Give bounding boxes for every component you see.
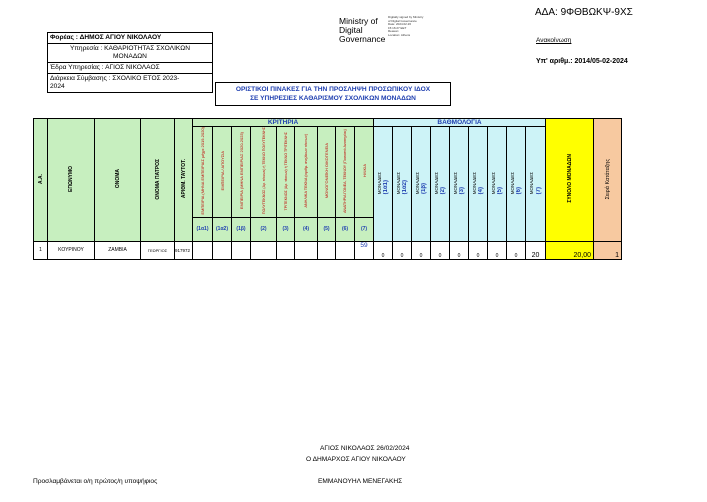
row-rank: 1 (594, 241, 622, 259)
announcement-label: Ανακοίνωση (536, 37, 572, 44)
group-kritiria: ΚΡΙΤΗΡΙΑ (193, 119, 374, 127)
document-title: ΟΡΙΣΤΙΚΟΙ ΠΙΝΑΚΕΣ ΓΙΑ ΤΗΝ ΠΡΟΣΛΗΨΗ ΠΡΟΣΩΠΙΚΟΥ ΙΔΟΧ ΣΕ ΥΠΗΡΕΣΙΕΣ ΚΑΘΑΡΙΣΜΟΥ ΣΧΟΛΙΚΩΝ ΜΟΝΑΔΩΝ (215, 82, 451, 106)
row-patros: ΓΕΩΡΓΙΟΣ (141, 241, 175, 259)
row-score: 0 (431, 241, 450, 259)
criterion-code-1a2: (1α2) (213, 217, 232, 241)
row-total: 20,00 (546, 241, 594, 259)
score-1a2: ΜΟΝΑΔΕΣ (1α2) (393, 127, 412, 242)
header-onoma: ΟΝΟΜΑ (95, 119, 141, 242)
row-aa: 1 (34, 241, 48, 259)
score-7: ΜΟΝΑΔΕΣ (7) (526, 127, 546, 242)
header-aa: Α.Α. (34, 119, 48, 242)
row-criterion (277, 241, 295, 259)
header-adt: ΑΡΙΘΜ. ΤΑΥΤΟΤ. (175, 119, 193, 242)
place-date: ΑΓΙΟΣ ΝΙΚΟΛΑΟΣ 26/02/2024 (320, 445, 410, 452)
row-criterion (193, 241, 213, 259)
criterion-4: ΑΝΗΛΙΚΑ ΤΕΚΝΑ (αριθμ. ανηλίκων τέκνων) (295, 127, 318, 218)
criterion-code-2: (2) (251, 217, 277, 241)
row-criterion (295, 241, 318, 259)
row-score-age: 20 (526, 241, 546, 259)
score-4: ΜΟΝΑΔΕΣ (4) (469, 127, 488, 242)
protocol-number: Υπ' αριθμ.: 2014/05-02-2024 (536, 58, 628, 65)
criterion-code-6: (6) (336, 217, 355, 241)
row-criterion (213, 241, 232, 259)
ministry-logo-text: Ministry of Digital Governance (339, 16, 386, 44)
score-3: ΜΟΝΑΔΕΣ (3) (450, 127, 469, 242)
criterion-3: ΤΡΙΤΕΚΝΟΣ (Αρ. τέκνων) ή ΤΕΚΝΟ ΤΡΙΤΕΚΝΗΣ (277, 127, 295, 218)
criterion-1a2: ΕΜΠΕΙΡΙΑ / ΑΠΟΥΣΙΑ (213, 127, 232, 218)
criterion-code-3: (3) (277, 217, 295, 241)
row-score: 0 (469, 241, 488, 259)
row-eponymo: ΚΟΥΡΙΝΟΥ (48, 241, 95, 259)
info-box (47, 32, 213, 93)
edra: Έδρα Υπηρεσίας : ΑΓΙΟΣ ΝΙΚΟΛΑΟΣ (48, 63, 212, 74)
ada-code: ΑΔΑ: 9ΦΘΒΩΚΨ-9ΧΣ (535, 7, 633, 18)
criterion-code-5: (5) (318, 217, 336, 241)
row-criterion (232, 241, 251, 259)
diarkeia: Διάρκεια Σύμβασης : ΣΧΟΛΙΚΟ ΕΤΟΣ 2023- 2024 (50, 75, 180, 90)
row-adt: 917972 (175, 241, 193, 259)
hire-note: Προσλαμβάνεται ο/η πρώτος/η υποψήφιος (33, 478, 158, 485)
criterion-code-4: (4) (295, 217, 318, 241)
criterion-5: ΜΟΝΟΓΟΝΕΪΚΗ ΟΙΚΟΓΕΝΕΙΑ (318, 127, 336, 218)
header-total: ΣΥΝΟΛΟ ΜΟΝΑΔΩΝ (546, 119, 594, 242)
row-criterion (336, 241, 355, 259)
criterion-1a1: ΕΜΠΕΙΡΙΑ (ΜΗΝΑ ΕΜΠΕΙΡΙΑΣ μέχρι 2019-2020) (193, 127, 213, 218)
digital-signature: Digitally signed by Ministry of Digital Governance Date: 2024.02.26 15:16:27 EET Reason: Location: Athens (388, 15, 424, 37)
header-patros: ΟΝΟΜΑ ΠΑΤΡΟΣ (141, 119, 175, 242)
group-vathmologia: ΒΑΘΜΟΛΟΓΙΑ (374, 119, 546, 127)
row-score: 0 (412, 241, 431, 259)
row-score: 0 (488, 241, 507, 259)
row-onoma: ΖΑΜΒΙΑ (95, 241, 141, 259)
score-1a1: ΜΟΝΑΔΕΣ (1α1) (374, 127, 393, 242)
mayor-title: Ο ΔΗΜΑΡΧΟΣ ΑΓΙΟΥ ΝΙΚΟΛΑΟΥ (306, 456, 406, 463)
header-rank: Σειρά Κατάταξης (594, 119, 622, 242)
row-criterion (318, 241, 336, 259)
row-age: 59 (355, 241, 374, 259)
header-eponymo: ΕΠΩΝΥΜΟ (48, 119, 95, 242)
row-score: 0 (393, 241, 412, 259)
row-score: 0 (450, 241, 469, 259)
criterion-1b: ΕΜΠΕΙΡΙΑ (ΜΗΝΑ ΕΜΠΕΙΡΙΑΣ 2020-2023) (232, 127, 251, 218)
mayor-name: ΕΜΜΑΝΟΥΗΛ ΜΕΝΕΓΑΚΗΣ (318, 478, 403, 485)
score-6: ΜΟΝΑΔΕΣ (6) (507, 127, 526, 242)
criterion-code-1a1: (1α1) (193, 217, 213, 241)
criterion-code-1b: (1β) (232, 217, 251, 241)
row-criterion (251, 241, 277, 259)
criterion-6: ΑΝΑΠΗΡΙΑ ΓΟΝΕΑ, ΤΕΚΝΟΥ (Ποσοστό Αναπηρίας) (336, 127, 355, 218)
score-1b: ΜΟΝΑΔΕΣ (1β) (412, 127, 431, 242)
criterion-7: ΗΛΙΚΙΑ (355, 127, 374, 218)
row-score: 0 (507, 241, 526, 259)
table-row (34, 241, 622, 259)
criterion-code-7: (7) (355, 217, 374, 241)
score-2: ΜΟΝΑΔΕΣ (2) (431, 127, 450, 242)
ypiresia: Υπηρεσία : ΚΑΘΑΡΙΟΤΗΤΑΣ ΣΧΟΛΙΚΩΝ ΜΟΝΑΔΩΝ (48, 44, 212, 63)
ranking-table (33, 118, 622, 260)
row-score: 0 (374, 241, 393, 259)
criterion-2: ΠΟΛΥΤΕΚΝΟΣ (Αρ. τέκνων) ή ΤΕΚΝΟ ΠΟΛΥΤΕΚΝΗΣ (251, 127, 277, 218)
foreas: Φορέας : ΔΗΜΟΣ ΑΓΙΟΥ ΝΙΚΟΛΑΟΥ (48, 33, 212, 44)
score-5: ΜΟΝΑΔΕΣ (5) (488, 127, 507, 242)
